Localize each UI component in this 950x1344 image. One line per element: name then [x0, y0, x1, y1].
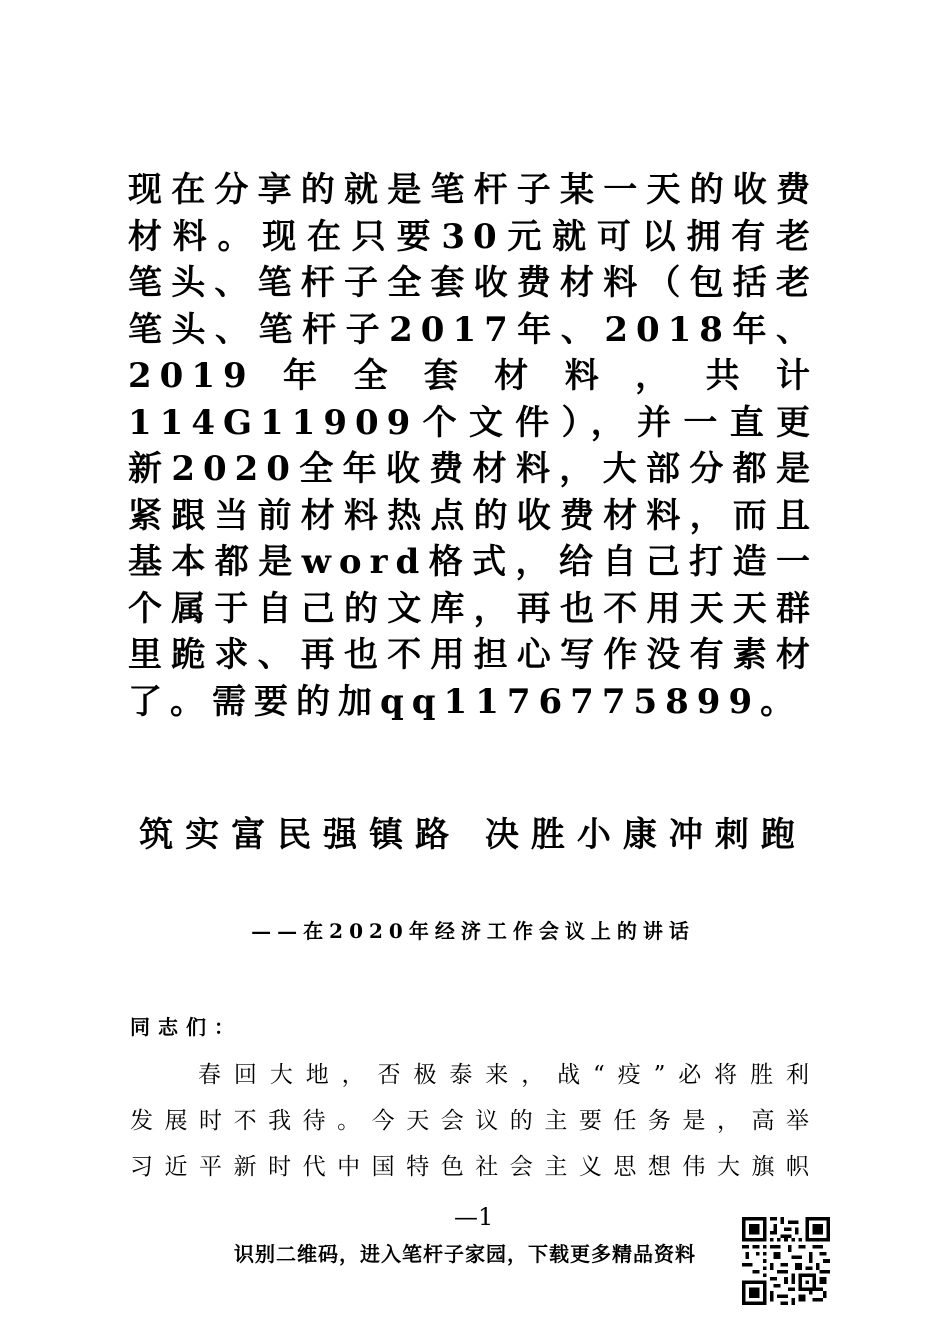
speech-title: 筑实富民强镇路 决胜小康冲刺跑	[139, 815, 807, 855]
speech-subtitle: ——在2020年经济工作会议上的讲话	[251, 919, 695, 943]
qr-code-icon	[742, 1217, 830, 1305]
salutation: 同志们：	[130, 1015, 242, 1039]
ad-paragraph: 现在分享的就是笔杆子某一天的收费材料。现在只要30元就可以拥有老笔头、笔杆子全套收费材料（包括老笔头、笔杆子2017年、2018年、2019年全套材料，共计114G11909个文件），并一直更新2020全年收费材料，大部分都是紧跟当前材料热点的收费材料，而且基本都是word格式，给自己打造一个属于自己的文库，再也不用天天群里跪求、再也不用担心写作没有素材了。需要的加qq1176775899。	[128, 170, 818, 722]
footer-promo: 识别二维码，进入笔杆子家园，下载更多精品资料	[234, 1242, 696, 1266]
speech-paragraph: 春回大地，否极泰来，战“疫”必将胜利发展时不我待。今天会议的主要任务是，高举习近平新时代中国特色社会主义思想伟大旗帜	[130, 1062, 820, 1180]
page-number: —1	[454, 1203, 494, 1231]
